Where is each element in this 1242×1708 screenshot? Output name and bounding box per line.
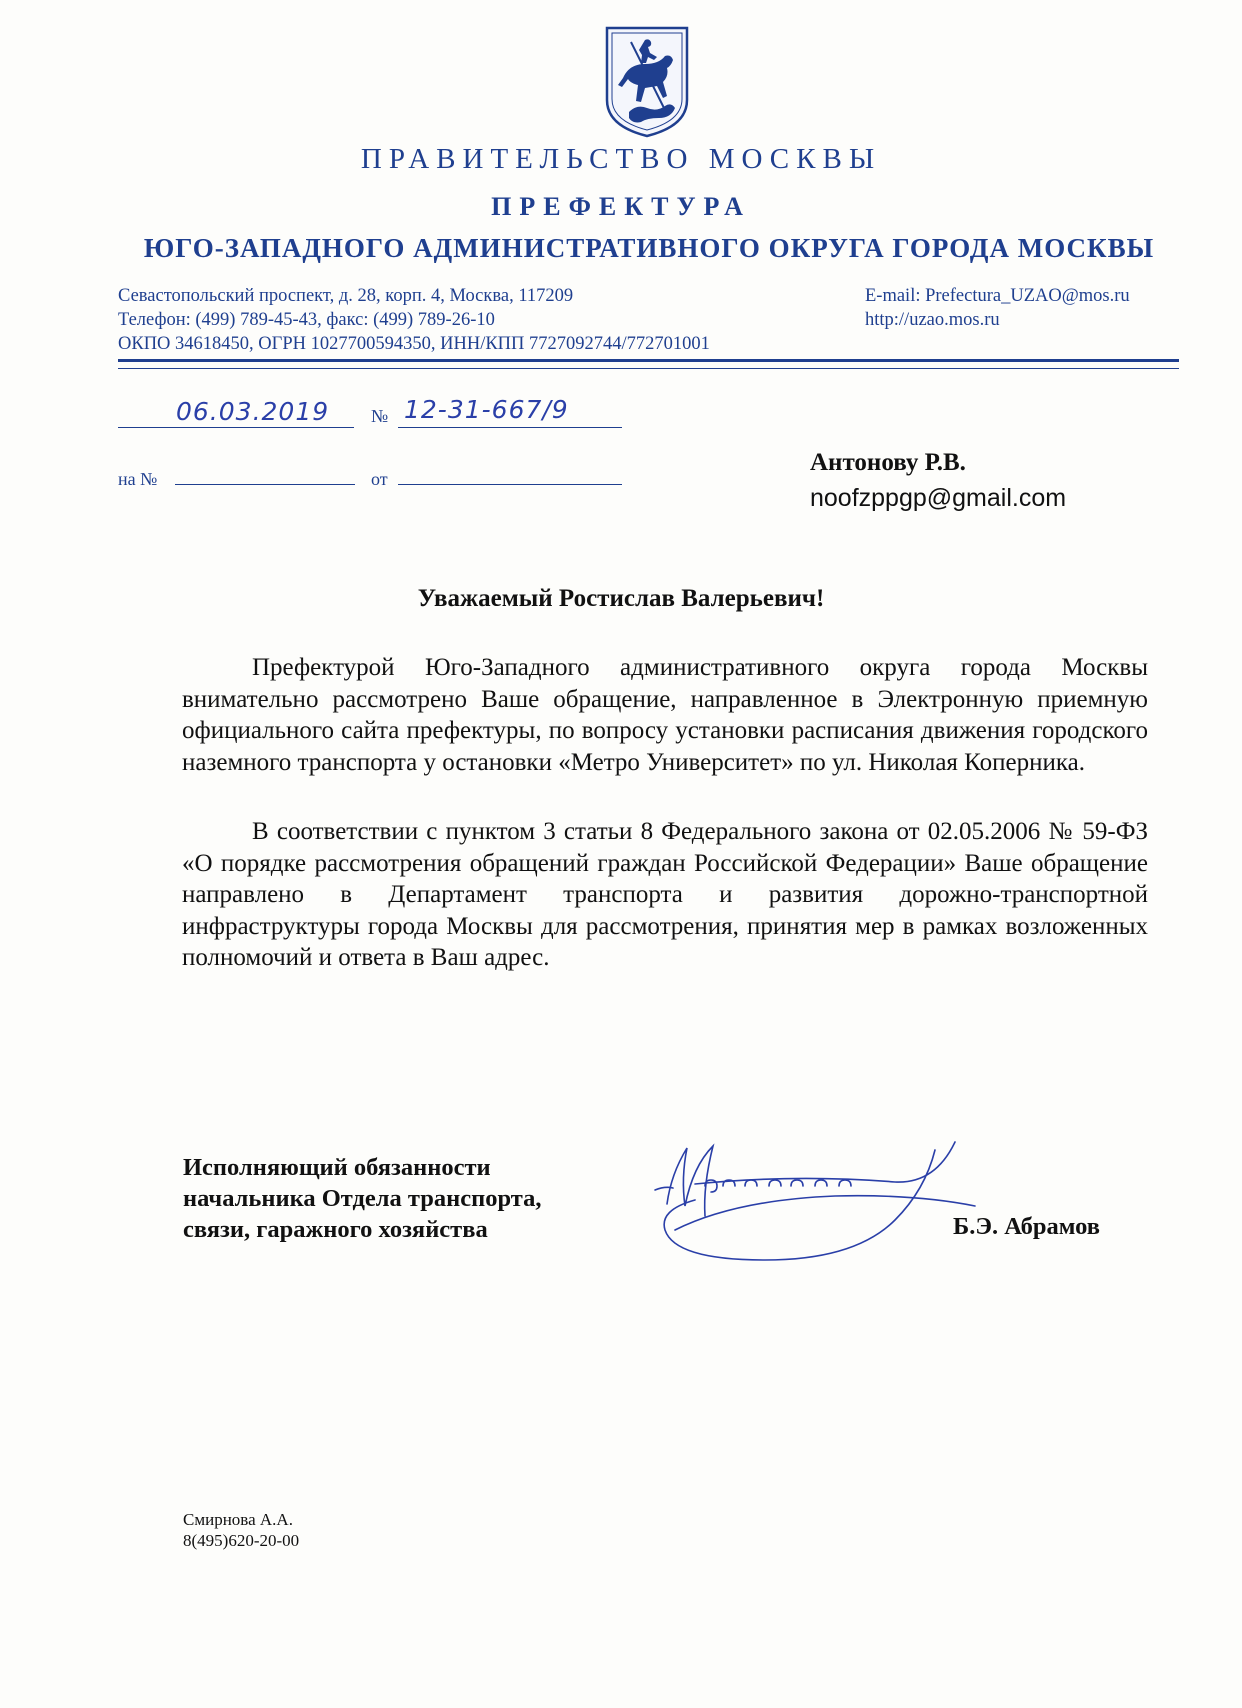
outgoing-date: 06.03.2019 [176,397,330,426]
executor-phone: 8(495)620-20-00 [183,1531,300,1550]
executor-name: Смирнова А.А. [183,1510,293,1529]
letterhead-divider-thin [118,368,1179,369]
signer-position-line-3: связи, гаражного хозяйства [183,1216,488,1243]
okrug-title: ЮГО-ЗАПАДНОГО АДМИНИСТРАТИВНОГО ОКРУГА ГОРОДА МОСКВЫ [143,233,1155,263]
reference-date-label: от [371,469,388,489]
site-line: http://uzao.mos.ru [865,310,1000,330]
letterhead-divider [118,359,1179,362]
signer-position [183,1152,541,1245]
address-line: Севастопольский проспект, д. 28, корп. 4, Москва, 117209 [118,286,574,306]
signer-position-line-2: начальника Отдела транспорта, [183,1185,542,1212]
reference-date-line [398,484,622,485]
contact-details [118,284,710,356]
phone-line: Телефон: (499) 789-45-43, факс: (499) 789-26-10 [118,310,495,330]
date-field-line [118,427,354,428]
prefecture-title: ПРЕФЕКТУРА [491,192,751,221]
handwritten-signature [635,1130,995,1270]
signer-name: Б.Э. Абрамов [953,1213,1100,1240]
government-title: ПРАВИТЕЛЬСТВО МОСКВЫ [360,143,882,175]
moscow-coat-of-arms-icon [601,22,693,140]
executor-block [183,1509,299,1551]
codes-line: ОКПО 34618450, ОГРН 1027700594350, ИНН/КПП 7727092744/772701001 [118,334,710,354]
addressee-email: noofzppgp@gmail.com [810,484,1067,512]
outgoing-number: 12-31-667/9 [404,395,569,424]
body-paragraph-1: Префектурой Юго-Западного административного округа города Москвы внимательно рассмотрено Ваше обращение, направленное в Электронную приемную официального сайта префектуры, по вопросу установки расписания движения городского наземного транспорта у остановки «Метро Университет» по ул. Николая Коперника. [182,654,1148,776]
reference-number-label: на № [118,469,158,489]
online-contacts [865,284,1130,332]
body-paragraph-2: В соответствии с пунктом 3 статьи 8 Федерального закона от 02.05.2006 № 59-ФЗ «О порядке рассмотрения обращений граждан Российской Федерации» Ваше обращение направлено в Департамент транспорта и развития дорожно-транспортной инфраструктуры города Москвы для рассмотрения, принятия мер в рамках возложенных полномочий и ответа в Ваш адрес. [182,818,1148,971]
greeting: Уважаемый Ростислав Валерьевич! [417,585,825,612]
reference-number-line [175,484,355,485]
number-label: № [371,406,389,426]
number-field-line [398,427,622,428]
addressee-name: Антонову Р.В. [810,449,966,476]
email-line: E-mail: Prefectura_UZAO@mos.ru [865,286,1130,306]
signer-position-line-1: Исполняющий обязанности [183,1154,491,1181]
